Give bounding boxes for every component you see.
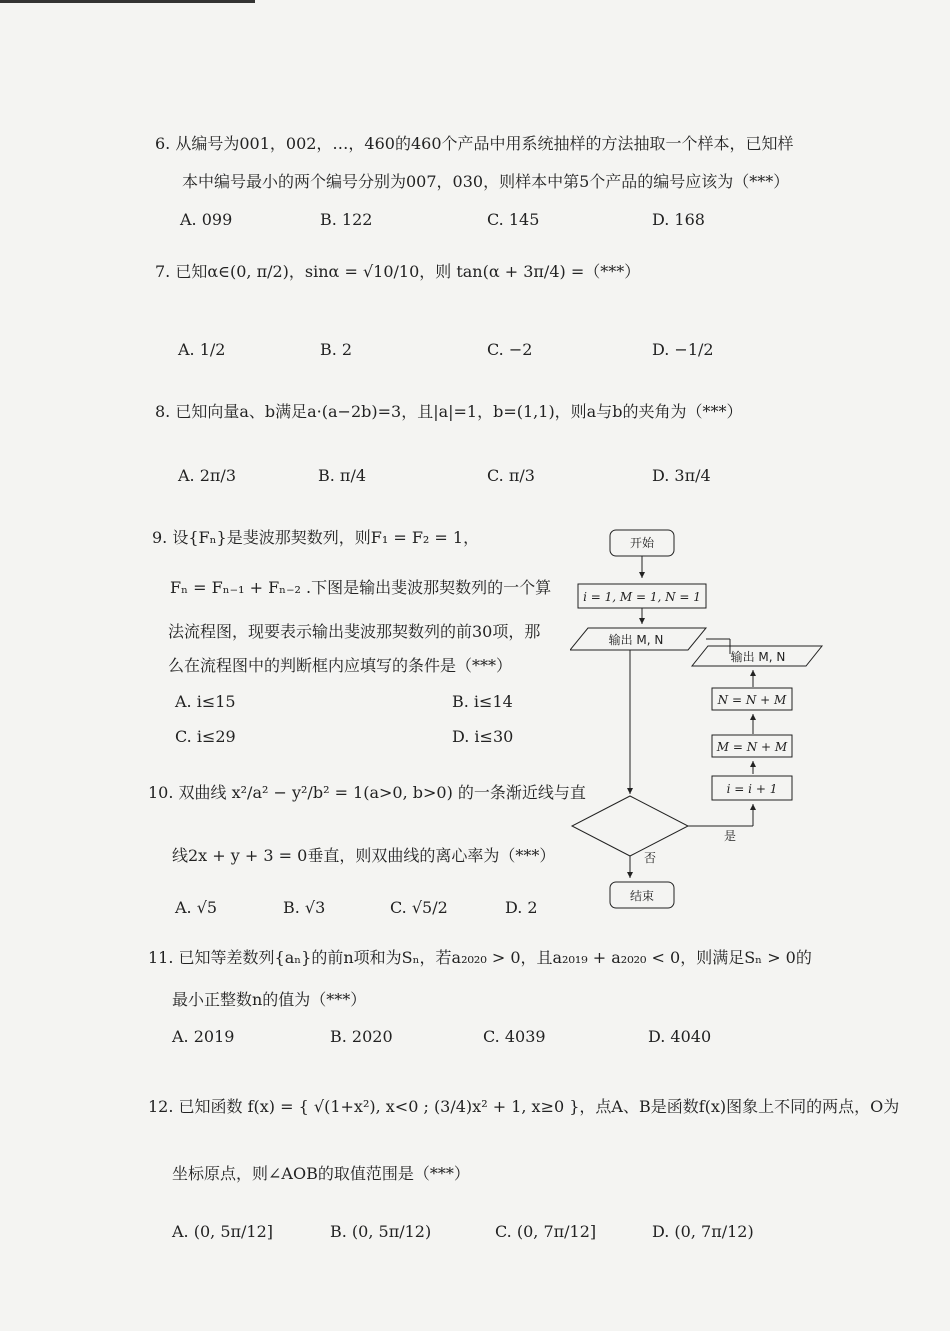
q7-option-c: C. −2 bbox=[487, 340, 533, 359]
q9-line3: 法流程图，现要表示输出斐波那契数列的前30项，那 bbox=[168, 622, 541, 641]
flowchart-no-label: 否 bbox=[643, 851, 657, 865]
q7-stem: 7. 已知α∈(0, π/2)，sinα = √10/10，则 tan(α + 3π/4) =（***） bbox=[155, 262, 641, 281]
q12-option-b: B. (0, 5π/12) bbox=[330, 1222, 432, 1241]
q11-line1: 11. 已知等差数列{aₙ}的前n项和为Sₙ，若a₂₀₂₀ > 0，且a₂₀₁₉ + a₂₀₂₀ < 0，则满足Sₙ > 0的 bbox=[148, 948, 812, 967]
scan-edge-mark bbox=[0, 0, 255, 3]
q9-line2: Fₙ = Fₙ₋₁ + Fₙ₋₂ .下图是输出斐波那契数列的一个算 bbox=[170, 578, 552, 597]
q12-line2: 坐标原点，则∠AOB的取值范围是（***） bbox=[172, 1164, 470, 1183]
q8-option-b: B. π/4 bbox=[318, 466, 367, 485]
q9-option-c: C. i≤29 bbox=[175, 727, 236, 746]
q10-option-c: C. √5/2 bbox=[390, 898, 448, 917]
q6-option-b: B. 122 bbox=[320, 210, 373, 229]
q6-line1: 6. 从编号为001，002，…，460的460个产品中用系统抽样的方法抽取一个样本，已知样 bbox=[155, 134, 794, 153]
q6-option-c: C. 145 bbox=[487, 210, 540, 229]
flowchart-end-label: 结束 bbox=[629, 889, 655, 903]
q10-option-d: D. 2 bbox=[505, 898, 538, 917]
fibonacci-flowchart bbox=[570, 520, 830, 920]
flowchart-step-n-label: N = N + M bbox=[717, 693, 787, 707]
q8-option-d: D. 3π/4 bbox=[652, 466, 711, 485]
flowchart-decision-diamond bbox=[572, 796, 688, 856]
q8-option-a: A. 2π/3 bbox=[178, 466, 236, 485]
q10-option-a: A. √5 bbox=[175, 898, 218, 917]
q9-option-b: B. i≤14 bbox=[452, 692, 513, 711]
flowchart-start-label: 开始 bbox=[629, 536, 655, 550]
q11-option-c: C. 4039 bbox=[483, 1027, 546, 1046]
q10-line2: 线2x + y + 3 = 0垂直，则双曲线的离心率为（***） bbox=[172, 846, 556, 865]
q10-stem: 10. 双曲线 x²/a² − y²/b² = 1(a>0, b>0) 的一条渐近线与直 bbox=[148, 783, 586, 802]
q6-option-d: D. 168 bbox=[652, 210, 705, 229]
q11-option-b: B. 2020 bbox=[330, 1027, 393, 1046]
q7-option-a: A. 1/2 bbox=[178, 340, 226, 359]
flowchart-init-label: i = 1, M = 1, N = 1 bbox=[583, 590, 701, 604]
flowchart-step-i-label: i = i + 1 bbox=[726, 782, 778, 796]
q8-stem: 8. 已知向量a、b满足a·(a−2b)=3，且|a|=1，b=(1,1)，则a与b的夹角为（***） bbox=[155, 402, 743, 421]
q11-option-a: A. 2019 bbox=[172, 1027, 235, 1046]
q6-line2: 本中编号最小的两个编号分别为007，030，则样本中第5个产品的编号应该为（***） bbox=[182, 172, 790, 191]
q10-option-b: B. √3 bbox=[283, 898, 326, 917]
q11-option-d: D. 4040 bbox=[648, 1027, 712, 1046]
q6-option-a: A. 099 bbox=[180, 210, 233, 229]
q7-option-b: B. 2 bbox=[320, 340, 353, 359]
q7-option-d: D. −1/2 bbox=[652, 340, 714, 359]
flowchart-output-2-label: 输出 M, N bbox=[730, 650, 786, 664]
flowchart-step-m-label: M = N + M bbox=[716, 740, 788, 754]
q12-option-c: C. (0, 7π/12] bbox=[495, 1222, 597, 1241]
flowchart-yes-label: 是 bbox=[723, 829, 737, 843]
q9-option-d: D. i≤30 bbox=[452, 727, 514, 746]
q12-option-a: A. (0, 5π/12] bbox=[172, 1222, 274, 1241]
q12-option-d: D. (0, 7π/12) bbox=[652, 1222, 754, 1241]
q12-stem: 12. 已知函数 f(x) = { √(1+x²), x<0 ; (3/4)x² + 1, x≥0 }，点A、B是函数f(x)图象上不同的两点，O为 bbox=[148, 1097, 900, 1116]
q8-option-c: C. π/3 bbox=[487, 466, 535, 485]
q9-line1: 9. 设{Fₙ}是斐波那契数列，则F₁ = F₂ = 1， bbox=[152, 528, 480, 547]
q9-option-a: A. i≤15 bbox=[175, 692, 236, 711]
q11-line2: 最小正整数n的值为（***） bbox=[172, 990, 367, 1009]
flowchart-output-1-label: 输出 M, N bbox=[608, 633, 664, 647]
q9-line4: 么在流程图中的判断框内应填写的条件是（***） bbox=[168, 656, 513, 675]
